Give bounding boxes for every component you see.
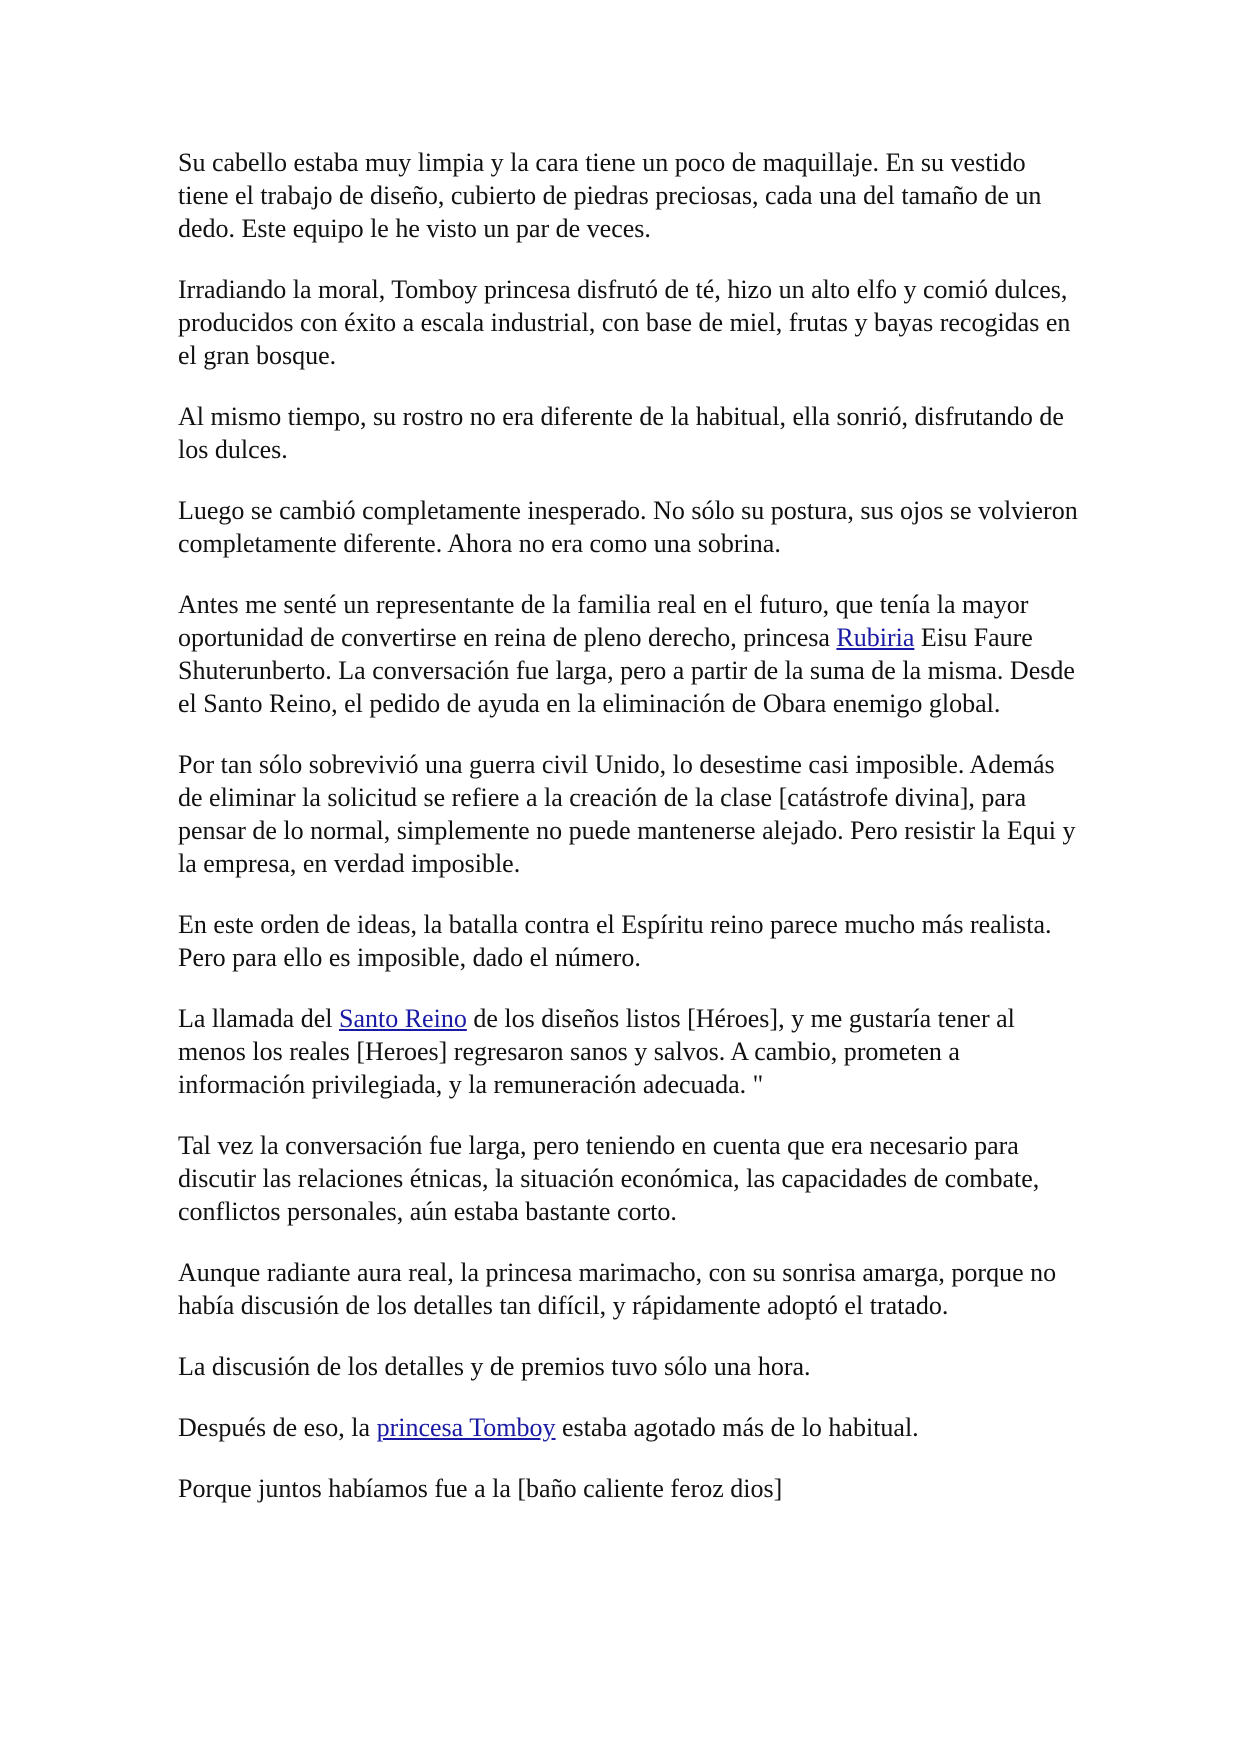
paragraph-10: Aunque radiante aura real, la princesa marimacho, con su sonrisa amarga, porque no había discusión de los detalles tan difícil, y rápidamente adoptó el tratado. <box>178 1258 1057 1320</box>
link-rubiria[interactable]: Rubiria <box>836 623 915 652</box>
paragraph-text: estaba agotado más de lo habitual. <box>555 1413 919 1442</box>
paragraph-text: La llamada del <box>178 1004 339 1033</box>
link-princesa-tomboy[interactable]: princesa Tomboy <box>376 1413 556 1442</box>
paragraph-text: Eisu Faure Shuterunberto. La conversación fue larga, pero a partir de la suma de la misma. Desde el Santo Reino, el pedido de ayuda en la eliminación de Obara enemigo global. <box>178 623 1075 718</box>
paragraph-1: Su cabello estaba muy limpia y la cara tiene un poco de maquillaje. En su vestido tiene el trabajo de diseño, cubierto de piedras preciosas, cada una del tamaño de un dedo. Este equipo le he visto un par de veces. <box>178 148 1042 243</box>
paragraph-6: Por tan sólo sobrevivió una guerra civil Unido, lo desestime casi imposible. Además de eliminar la solicitud se refiere a la creación de la clase [catástrofe divina], para pensar de lo normal, simplemente no puede mantenerse alejado. Pero resistir la Equi y la empresa, en verdad imposible. <box>178 750 1076 878</box>
paragraph-text: Después de eso, la <box>178 1413 377 1442</box>
paragraph-8 <box>178 1002 1078 1101</box>
paragraph-7: En este orden de ideas, la batalla contra el Espíritu reino parece mucho más realista. Pero para ello es imposible, dado el número. <box>178 910 1052 972</box>
paragraph-5 <box>178 588 1078 720</box>
paragraph-text: de los diseños listos [Héroes], y me gustaría tener al menos los reales [Heroes] regresaron sanos y salvos. A cambio, prometen a información privilegiada, y la remuneración adecuada. " <box>178 1004 1015 1099</box>
document-body <box>178 146 1078 1533</box>
link-santo-reino[interactable]: Santo Reino <box>338 1004 467 1033</box>
paragraph-12 <box>178 1411 1078 1444</box>
paragraph-text: Antes me senté un representante de la familia real en el futuro, que tenía la mayor oportunidad de convertirse en reina de pleno derecho, princesa <box>178 590 1029 652</box>
paragraph-3: Al mismo tiempo, su rostro no era diferente de la habitual, ella sonrió, disfrutando de los dulces. <box>178 402 1064 464</box>
paragraph-11: La discusión de los detalles y de premios tuvo sólo una hora. <box>178 1352 811 1381</box>
paragraph-13: Porque juntos habíamos fue a la [baño caliente feroz dios] <box>178 1474 783 1503</box>
paragraph-4: Luego se cambió completamente inesperado. No sólo su postura, sus ojos se volvieron completamente diferente. Ahora no era como una sobrina. <box>178 496 1078 558</box>
paragraph-9: Tal vez la conversación fue larga, pero teniendo en cuenta que era necesario para discutir las relaciones étnicas, la situación económica, las capacidades de combate, conflictos personales, aún estaba bastante corto. <box>178 1131 1040 1226</box>
paragraph-2: Irradiando la moral, Tomboy princesa disfrutó de té, hizo un alto elfo y comió dulces, producidos con éxito a escala industrial, con base de miel, frutas y bayas recogidas en el gran bosque. <box>178 275 1071 370</box>
